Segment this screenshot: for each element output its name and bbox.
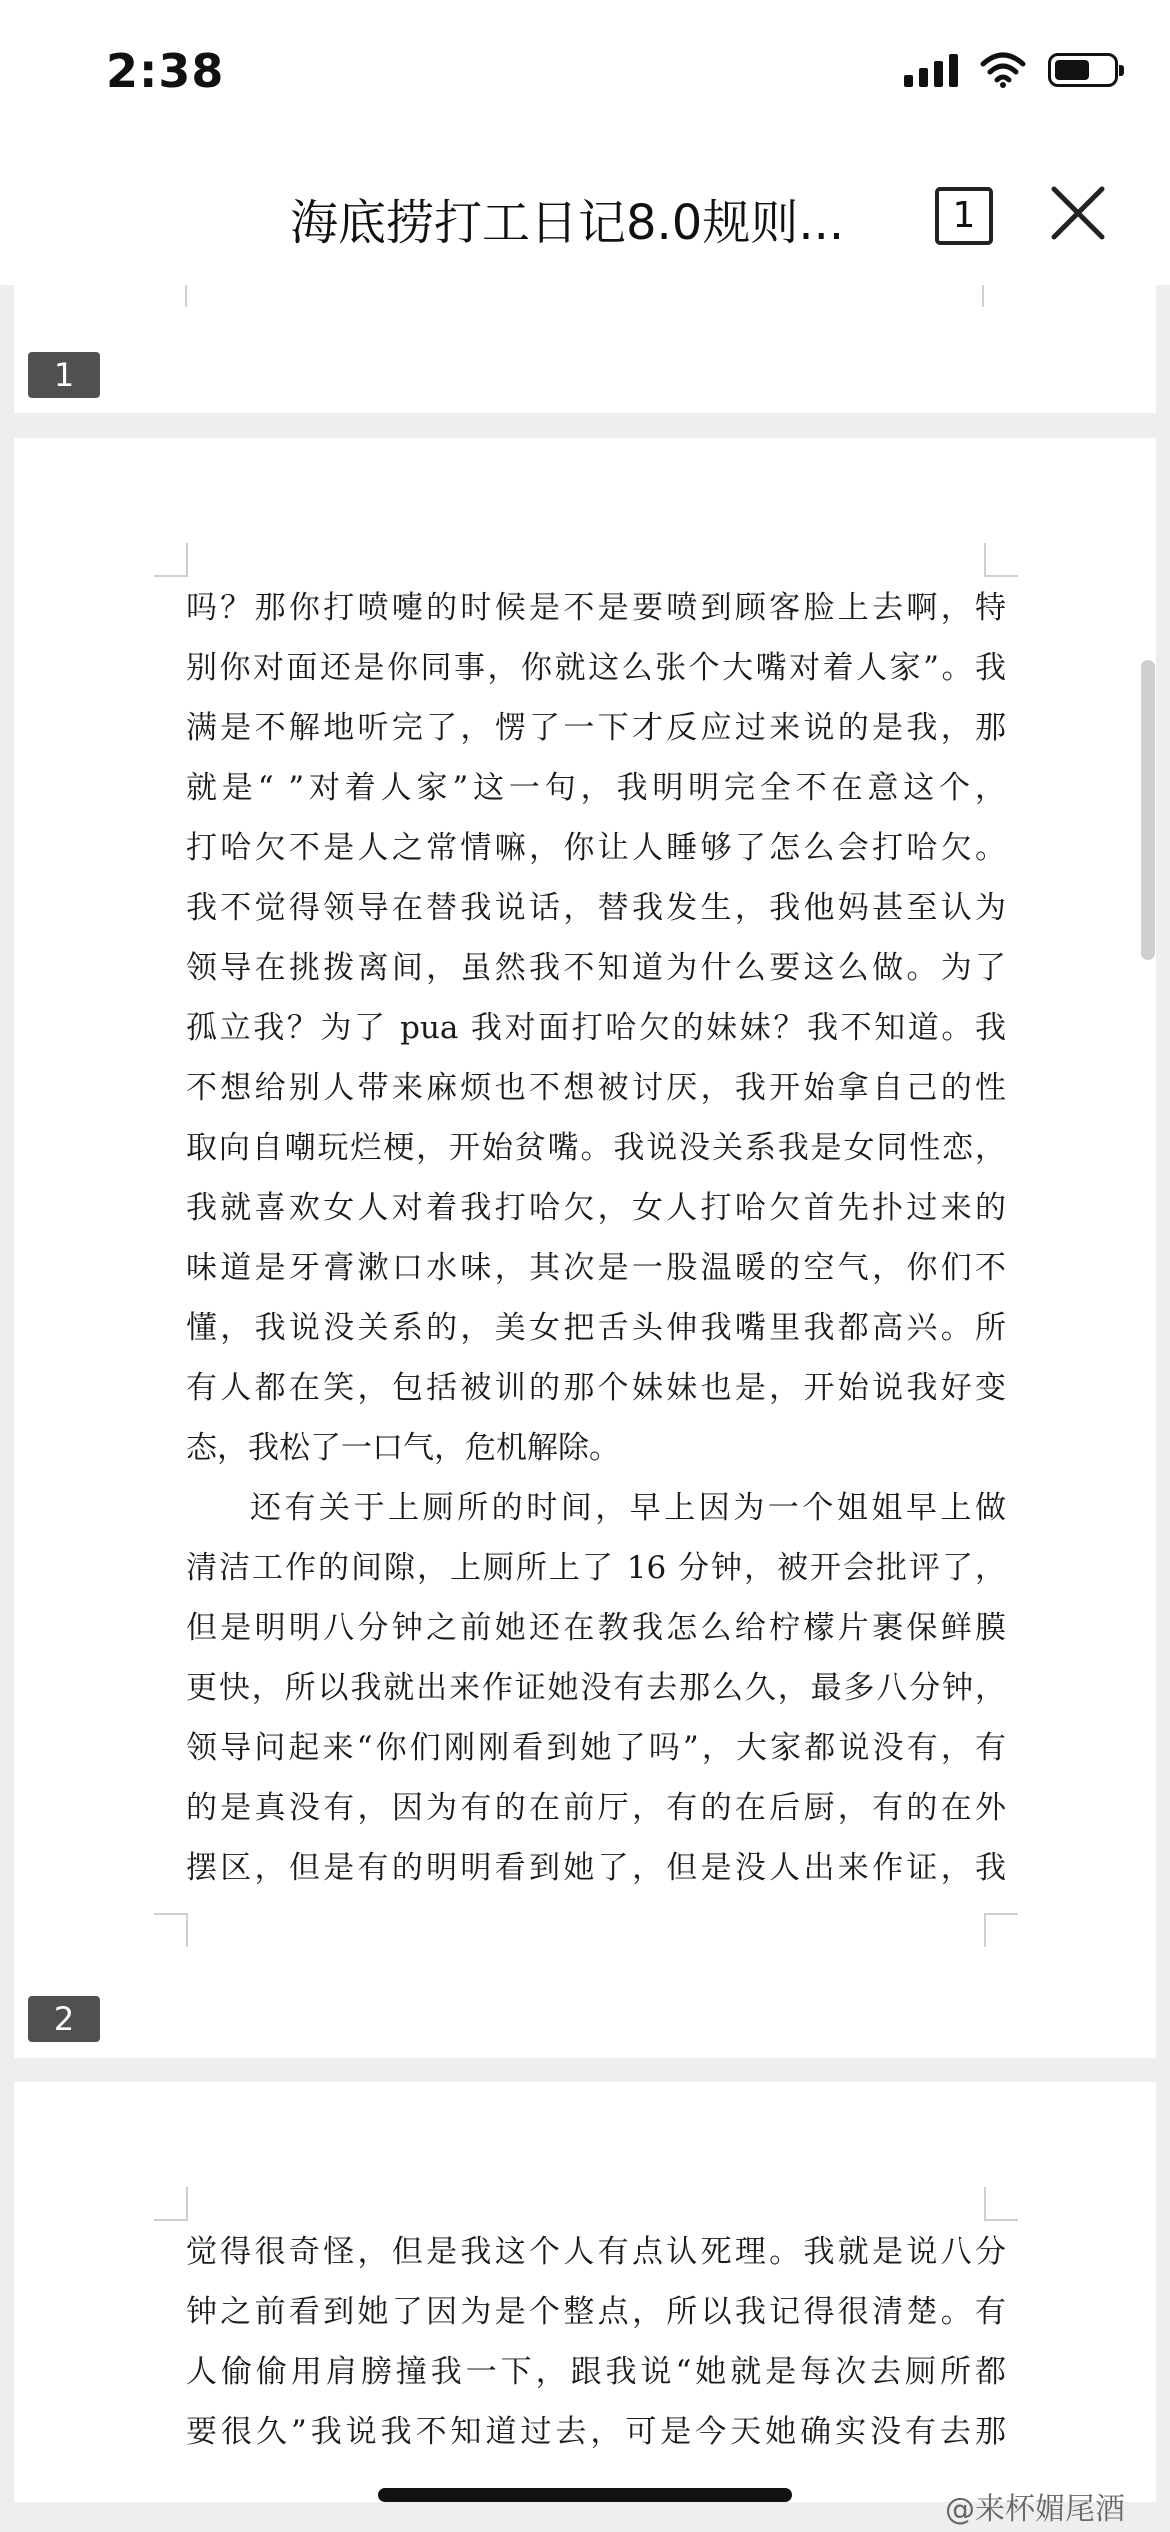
crop-mark <box>154 2187 188 2221</box>
close-icon[interactable] <box>1048 183 1108 243</box>
text-line: 不想给别人带来麻烦也不想被讨厌，我开始拿自己的性 <box>186 1070 1006 1106</box>
text-line: 但是明明八分钟之前她还在教我怎么给柠檬片裹保鲜膜 <box>186 1610 1006 1646</box>
text-line: 打哈欠不是人之常情嘛，你让人睡够了怎么会打哈欠。 <box>186 830 1006 866</box>
battery-icon <box>1048 53 1118 87</box>
status-bar <box>0 0 1170 150</box>
crop-mark <box>984 2187 1018 2221</box>
text-line: 还有关于上厕所的时间，早上因为一个姐姐早上做 <box>250 1490 1006 1526</box>
text-line: 人偷偷用肩膀撞我一下，跟我说“她就是每次去厕所都 <box>186 2354 1006 2390</box>
document-page-1 <box>14 285 1156 413</box>
status-time: 2:38 <box>106 44 225 98</box>
document-title: 海底捞打工日记8.0规则... <box>290 195 845 251</box>
document-page-3 <box>14 2082 1156 2502</box>
text-line: 满是不解地听完了，愣了一下才反应过来说的是我，那 <box>186 710 1006 746</box>
scrollbar[interactable] <box>1141 660 1155 960</box>
text-line: 就是“ ”对着人家”这一句，我明明完全不在意这个， <box>186 770 1006 806</box>
crop-mark <box>185 285 187 307</box>
crop-mark <box>154 1913 188 1947</box>
crop-mark <box>984 543 1018 577</box>
text-line: 懂，我说没关系的，美女把舌头伸我嘴里我都高兴。所 <box>186 1310 1006 1346</box>
crop-mark <box>982 285 984 307</box>
page-count-button[interactable]: 1 <box>935 187 993 245</box>
text-line: 有人都在笑，包括被训的那个妹妹也是，开始说我好变 <box>186 1370 1006 1406</box>
text-line: 取向自嘲玩烂梗，开始贫嘴。我说没关系我是女同性恋， <box>186 1130 1006 1166</box>
page-number-badge: 1 <box>28 352 100 398</box>
page-2-text <box>186 578 1006 1898</box>
watermark: @来杯媚尾酒 <box>945 2492 1125 2527</box>
document-page-2 <box>14 438 1156 2058</box>
nav-bar <box>0 150 1170 285</box>
battery-level <box>1055 60 1089 80</box>
text-line: 摆区，但是有的明明看到她了，但是没人出来作证，我 <box>186 1850 1006 1886</box>
text-line: 态，我松了一口气，危机解除。 <box>186 1430 620 1466</box>
text-line: 要很久”我说我不知道过去，可是今天她确实没有去那 <box>186 2414 1006 2450</box>
wifi-icon <box>980 52 1026 88</box>
text-line: 领导问起来“你们刚刚看到她了吗”，大家都说没有，有 <box>186 1730 1006 1766</box>
text-line: 清洁工作的间隙，上厕所上了 16 分钟，被开会批评了， <box>186 1550 1006 1586</box>
text-line: 觉得很奇怪，但是我这个人有点认死理。我就是说八分 <box>186 2234 1006 2270</box>
text-line: 我不觉得领导在替我说话，替我发生，我他妈甚至认为 <box>186 890 1006 926</box>
text-line: 的是真没有，因为有的在前厅，有的在后厨，有的在外 <box>186 1790 1006 1826</box>
text-line: 孤立我？为了 pua 我对面打哈欠的妹妹？我不知道。我 <box>186 1010 1006 1046</box>
text-line: 味道是牙膏漱口水味，其次是一股温暖的空气，你们不 <box>186 1250 1006 1286</box>
crop-mark <box>154 543 188 577</box>
text-line: 更快，所以我就出来作证她没有去那么久，最多八分钟， <box>186 1670 1006 1706</box>
text-line: 吗？那你打喷嚏的时候是不是要喷到顾客脸上去啊，特 <box>186 590 1006 626</box>
crop-mark <box>984 1913 1018 1947</box>
page-3-text <box>186 2222 1006 2462</box>
text-line: 钟之前看到她了因为是个整点，所以我记得很清楚。有 <box>186 2294 1006 2330</box>
status-icons <box>904 50 1118 90</box>
home-indicator[interactable] <box>378 2488 792 2502</box>
text-line: 我就喜欢女人对着我打哈欠，女人打哈欠首先扑过来的 <box>186 1190 1006 1226</box>
text-line: 领导在挑拨离间，虽然我不知道为什么要这么做。为了 <box>186 950 1006 986</box>
signal-icon <box>904 53 958 87</box>
page-number-badge: 2 <box>28 1996 100 2042</box>
text-line: 别你对面还是你同事，你就这么张个大嘴对着人家”。我 <box>186 650 1006 686</box>
